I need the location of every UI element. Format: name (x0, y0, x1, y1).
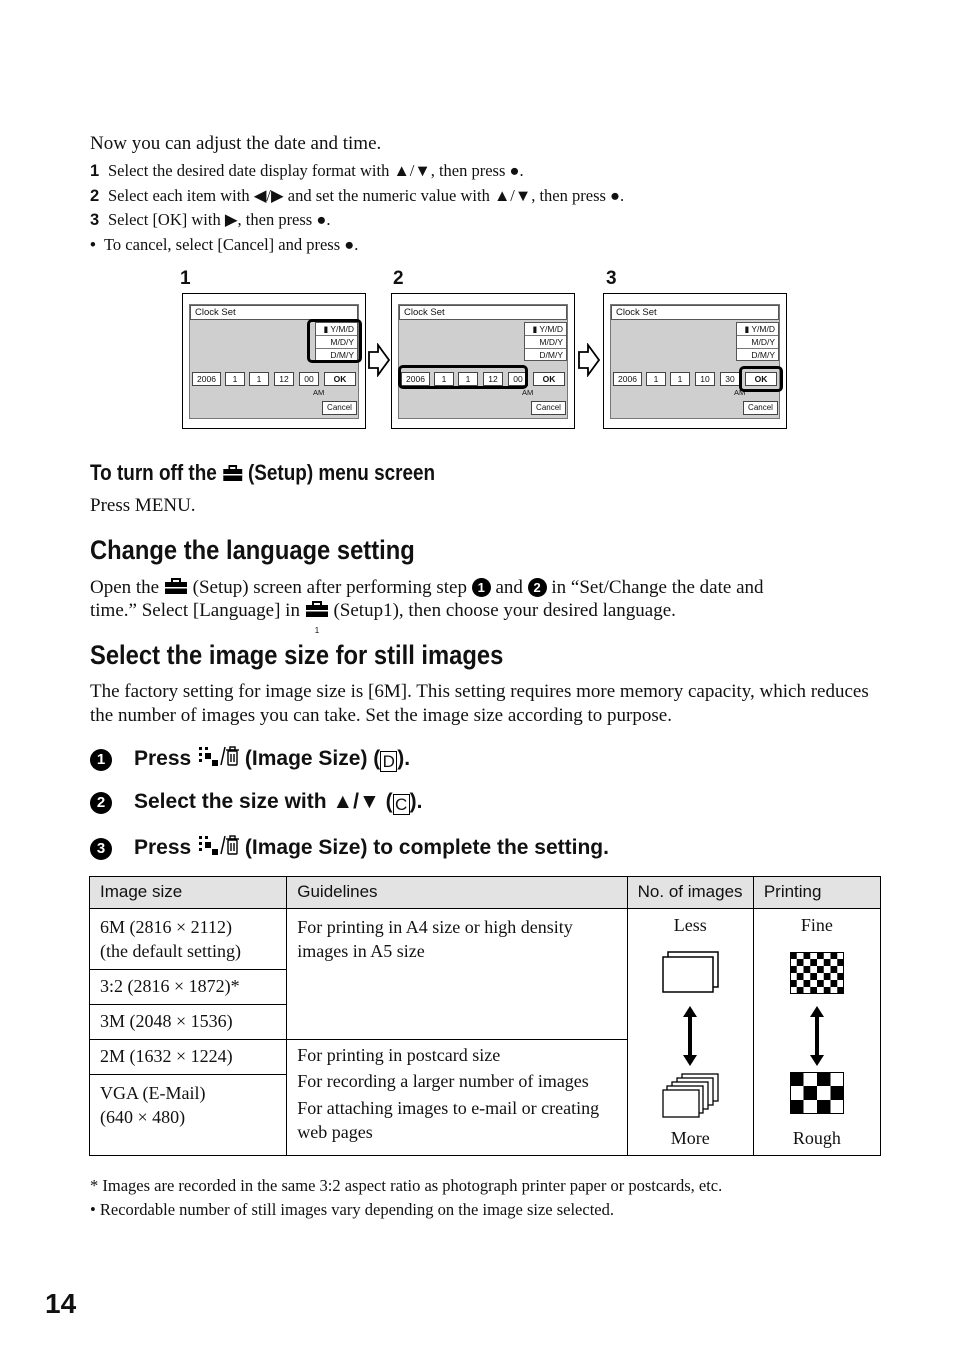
screen-title: Clock Set (399, 305, 567, 320)
setup-off-heading: To turn off the (Setup) menu screen (90, 460, 436, 485)
ok-button: OK (745, 372, 777, 386)
format-mdy: M/D/Y (525, 336, 566, 349)
year-field: 2006 (401, 372, 430, 386)
format-dmy: D/M/Y (751, 350, 775, 360)
size-3m: 3M (2048 × 1536) (90, 1005, 287, 1040)
next-arrow-icon (367, 343, 391, 377)
page-number: 14 (45, 1288, 77, 1319)
minute-field: 30 (720, 372, 740, 386)
highlight-format (307, 319, 362, 363)
format-dmy: D/M/Y (539, 350, 563, 360)
format-mdy: M/D/Y (316, 336, 357, 349)
size-2m: 2M (1632 × 1224) (90, 1040, 287, 1075)
date-format-list (524, 322, 567, 361)
cancel-button: Cancel (743, 401, 778, 415)
ampm-label: AM (522, 388, 534, 397)
hour-field: 12 (274, 372, 294, 386)
panel-label-2: 2 (393, 268, 404, 289)
fine-pattern-icon (790, 952, 846, 994)
guideline-more-images: For recording a larger number of images (297, 1071, 589, 1091)
range-arrow-icon (682, 1005, 698, 1067)
step-1-icon: 1 (472, 578, 491, 597)
month-field: 1 (434, 372, 454, 386)
screen-title: Clock Set (611, 305, 779, 320)
step-2-icon: 2 (528, 578, 547, 597)
highlight-date-time (398, 365, 528, 389)
guideline-postcard: For printing in postcard size (297, 1045, 501, 1065)
next-arrow-icon (577, 343, 601, 377)
highlight-ok (739, 366, 783, 392)
images-count-cell (627, 909, 753, 1156)
press-menu-text: Press MENU. (90, 495, 196, 516)
clock-set-screen (398, 304, 568, 419)
day-field: 1 (670, 372, 690, 386)
toolbox-icon (222, 462, 243, 479)
size-vga: VGA (E-Mail) (640 × 480) (90, 1075, 287, 1156)
size-6m: 6M (2816 × 2112) (the default setting) (90, 909, 287, 970)
range-arrow-icon (809, 1005, 825, 1067)
year-field: 2006 (192, 372, 221, 386)
control-button-d-icon: D (380, 751, 397, 772)
panel-label-1: 1 (180, 268, 191, 289)
format-dmy: D/M/Y (330, 350, 354, 360)
cancel-button: Cancel (531, 401, 566, 415)
image-size-step-3: 3 Press (Image Size) to complete the setting. (90, 834, 609, 862)
print-fine-label: Fine (800, 915, 833, 935)
panel-label-3: 3 (606, 268, 617, 289)
step-2-icon: 2 (90, 792, 112, 814)
clock-set-screen (189, 304, 359, 419)
month-field: 1 (225, 372, 245, 386)
image-size-icon (197, 834, 239, 862)
intro-text: Now you can adjust the date and time. (90, 133, 382, 154)
rough-pattern-icon (790, 1072, 846, 1114)
ok-button: OK (324, 372, 356, 386)
single-image-icon (662, 951, 720, 996)
clock-set-screen (610, 304, 780, 419)
day-field: 1 (458, 372, 478, 386)
guideline-email: For attaching images to e-mail or creating web pages (297, 1098, 600, 1142)
step-3-icon: 3 (90, 838, 112, 860)
header-printing: Printing (753, 877, 880, 909)
cancel-note: • To cancel, select [Cancel] and press ●. (90, 235, 359, 254)
image-size-table (89, 876, 881, 1156)
format-ymd: ▮ Y/M/D (525, 323, 566, 336)
image-size-body: The factory setting for image size is [6M]. This setting requires more memory capacity, which reduces the number of images you can take. Set the image size according to purpose. (90, 681, 869, 726)
ok-button: OK (533, 372, 565, 386)
printing-quality-cell (753, 909, 880, 1156)
image-size-step-2: 2 Select the size with ▲/▼ ( C ). (90, 790, 422, 815)
image-size-heading: Select the image size for still images (90, 640, 504, 670)
toolbox-icon: 1 (305, 601, 329, 618)
header-guidelines: Guidelines (287, 877, 627, 909)
language-body-line2: time.” Select [Language] in 1 (Setup1), then choose your desired language. (90, 600, 676, 635)
language-heading: Change the language setting (90, 535, 415, 565)
print-rough-label: Rough (792, 1128, 841, 1148)
clock-set-panel-2 (391, 293, 575, 429)
format-ymd: ▮ Y/M/D (737, 323, 778, 336)
step-1: 1 Select the desired date display format with ▲/▼, then press ●. (90, 161, 524, 180)
many-images-icon (662, 1073, 720, 1119)
date-format-list (736, 322, 779, 361)
cancel-button: Cancel (322, 401, 357, 415)
ampm-label: AM (734, 388, 746, 397)
hour-field: 12 (483, 372, 503, 386)
step-3: 3 Select [OK] with ▶, then press ●. (90, 210, 331, 229)
guideline-a4: For printing in A4 size or high density images in A5 size (287, 909, 627, 1040)
guideline-group (287, 1040, 627, 1156)
hour-field: 10 (695, 372, 715, 386)
image-size-step-1: 1 Press (Image Size) ( D ). (90, 745, 410, 773)
clock-set-panel-1 (182, 293, 366, 429)
toolbox-icon (164, 578, 188, 595)
table-header-row (90, 877, 881, 909)
footnote-aspect: * Images are recorded in the same 3:2 aspect ratio as photograph printer paper or postcards, etc. (90, 1176, 723, 1195)
images-less-label: Less (673, 915, 707, 935)
table-row (90, 909, 881, 970)
day-field: 1 (249, 372, 269, 386)
step-2: 2 Select each item with ◀/▶ and set the numeric value with ▲/▼, then press ●. (90, 186, 625, 205)
minute-field: 00 (508, 372, 528, 386)
screen-title: Clock Set (190, 305, 358, 320)
year-field: 2006 (613, 372, 642, 386)
image-size-icon (197, 745, 239, 773)
images-more-label: More (670, 1128, 710, 1148)
ampm-label: AM (313, 388, 325, 397)
format-ymd: ▮ Y/M/D (316, 323, 357, 336)
control-button-c-icon: C (393, 794, 410, 815)
clock-set-panel-3 (603, 293, 787, 429)
language-body-line1: Open the (Setup) screen after performing step 1 and 2 in “Set/Change the date and (90, 577, 764, 598)
format-mdy: M/D/Y (737, 336, 778, 349)
size-3-2: 3:2 (2816 × 1872)* (90, 970, 287, 1005)
step-1-icon: 1 (90, 749, 112, 771)
header-no-of-images: No. of images (627, 877, 753, 909)
header-image-size: Image size (90, 877, 287, 909)
minute-field: 00 (299, 372, 319, 386)
month-field: 1 (646, 372, 666, 386)
footnote-recordable: • Recordable number of still images vary depending on the image size selected. (90, 1200, 614, 1219)
